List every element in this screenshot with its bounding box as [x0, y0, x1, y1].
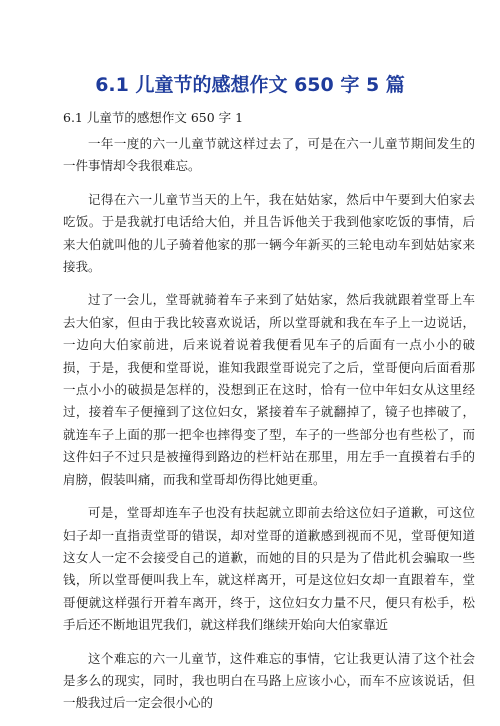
paragraph-1: 一年一度的六一儿童节就这样过去了，可是在六一儿童节期间发生的一件事情却令我很难忘。: [63, 136, 475, 174]
paragraph-5: 这个难忘的六一儿童节，这件难忘的事情，它让我更认清了这个社会是多么的现实，同时，我也明白在马路上应该小心，而车不应该说话，但一般我过后一定会很小心的: [63, 650, 475, 711]
paragraph-2: 记得在六一儿童节当天的上午，我在姑姑家，然后中午要到大伯家去吃饭。于是我就打电话给大伯，并且告诉他关于我到他家吃饭的事情，后来大伯就叫他的儿子骑着他家的那一辆今年新买的三轮电动车到姑姑家来接我。: [63, 191, 475, 275]
essay-body: [63, 133, 475, 726]
essay-subtitle: 6.1 儿童节的感想作文 650 字 1: [63, 110, 244, 125]
paragraph-4: 可是，堂哥却连车子也没有扶起就立即前去给这位妇子道歉，可这位妇子却一直指责堂哥的错误，却对堂哥的道歉感到视而不见，堂哥便知道这女人一定不会接受自己的道歉，而她的目的只是为了借此机会骗取一些钱，所以堂哥便叫我上车，就这样离开，可是这位妇女却一直跟着车，堂哥便就这样强行开着车离开，终于，这位妇女力量不尺，便只有松手，松手后还不断地诅咒我们，就这样我们继续开始向大伯家靠近: [63, 505, 475, 633]
page-title: 6.1 儿童节的感想作文 650 字 5 篇: [95, 74, 405, 96]
paragraph-3: 过了一会儿，堂哥就骑着车子来到了姑姑家，然后我就跟着堂哥上车去大伯家，但由于我比较喜欢说话，所以堂哥就和我在车子上一边说话，一边向大伯家前进，后来说着说着我便看见车子的后面有一点小小的破损，于是，我便和堂哥说，谁知我跟堂哥说完了之后，堂哥便向后面看那一点小小的破损是怎样的，没想到正在这时，恰有一位中年妇女从这里经过，接着车子便撞到了这位妇女，紧接着车子就翻掉了，镜子也摔破了，就连车子上面的那一把伞也摔得变了型，车子的一些部分也有些松了，而这件妇子不过只是被撞得到路边的栏杆站在那里，用左手一直摸着右手的肩膀，假装叫痛，而我和堂哥却伤得比她更重。: [63, 292, 475, 487]
